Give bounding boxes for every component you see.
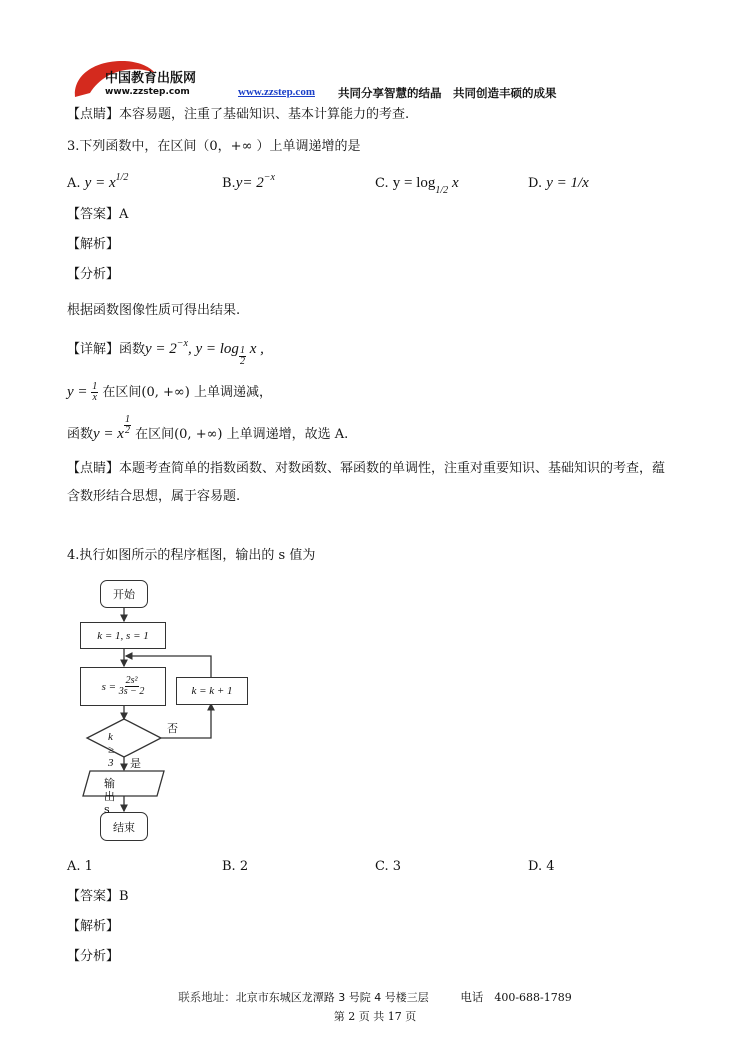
flowchart-output: 输出 s <box>104 777 115 816</box>
flowchart-assign: s = $\frac{\text{2s²}}{3s - 2}$ <box>80 667 166 706</box>
option-label: B. <box>222 176 236 191</box>
option-math: y= 2 <box>235 175 264 191</box>
question-3: 3.下列函数中，在区间（0，+∞ ）上单调递增的是 <box>67 139 361 154</box>
detail-line-3: 函数y = x $\frac{1}{2}$ 在区间(0, +∞) 上单调递增，故选 A. <box>67 414 349 442</box>
option-label: D. <box>528 176 543 191</box>
option-c-log-base: 1/2 <box>435 185 449 196</box>
footer-contact: 联系地址：北京市东城区龙潭路 3 号院 4 号楼三层 电话 400-688-1789 <box>178 990 572 1004</box>
page-number: 第 2 页 共 17 页 <box>333 1010 417 1023</box>
flowchart-init: k = 1, s = 1 <box>80 622 166 649</box>
jiexi-label: 【解析】 <box>67 237 120 252</box>
option-tail: x <box>451 175 459 191</box>
flowchart-increment: k = k + 1 <box>176 677 248 705</box>
q3-option-c <box>375 174 459 194</box>
q4-option-b: B. 2 <box>222 859 249 874</box>
fenxi-label-2: 【分析】 <box>67 949 120 964</box>
q4-option-d: D. 4 <box>528 859 555 874</box>
flowchart-condition: k ≥ 3 <box>108 731 115 769</box>
jiexi-label-2: 【解析】 <box>67 919 120 934</box>
q4-option-c: C. 3 <box>375 859 402 874</box>
option-a-exponent: 1/2 <box>115 172 129 183</box>
question-4: 4.执行如图所示的程序框图，输出的 s 值为 <box>67 548 316 563</box>
detail-line-2: y = $\frac{1}{x}$ 在区间(0, +∞) 上单调递减， <box>67 381 272 403</box>
flowchart-end: 结束 <box>100 812 148 841</box>
flowchart-no-label: 否 <box>167 722 178 735</box>
xiangjie-line: 【详解】函数$y = 2^{-x}$, y = log $\frac{1}{2}$ x , <box>67 337 264 367</box>
dianjing-2-line-2: 含数形结合思想，属于容易题. <box>67 489 241 504</box>
option-math: y = <box>546 175 567 191</box>
flowchart-connectors <box>0 0 260 850</box>
option-label: C. <box>375 176 389 191</box>
dianjing-2-line-1: 【点睛】本题考查简单的指数函数、对数函数、幂函数的单调性，注重对重要知识、基础知识的考查，蕴 <box>67 461 666 476</box>
q4-option-a: A. 1 <box>67 859 93 874</box>
q3-option-d <box>528 174 589 193</box>
option-math: y = log <box>392 175 436 191</box>
dianjing-1: 【点睛】本容易题，注重了基础知识、基本计算能力的考查. <box>67 107 410 122</box>
option-b-exponent: −x <box>263 172 275 183</box>
option-math: y = x <box>84 175 116 191</box>
option-label: A. <box>67 176 81 191</box>
answer-4: 【答案】B <box>67 889 129 904</box>
logo-text: 中国教育出版网 <box>105 71 197 86</box>
option-d-fraction: 1/x <box>570 175 589 191</box>
flowchart-yes-label: 是 <box>130 757 141 770</box>
flowchart-start: 开始 <box>100 580 148 608</box>
fenxi-text: 根据函数图像性质可得出结果. <box>67 303 241 318</box>
fenxi-label: 【分析】 <box>67 267 120 282</box>
answer-3: 【答案】A <box>67 207 129 222</box>
header-slogan: 共同分享智慧的结晶 共同创造丰硕的成果 <box>338 86 557 100</box>
logo-url: www.zzstep.com <box>105 87 190 97</box>
header-link[interactable]: www.zzstep.com <box>238 86 315 98</box>
